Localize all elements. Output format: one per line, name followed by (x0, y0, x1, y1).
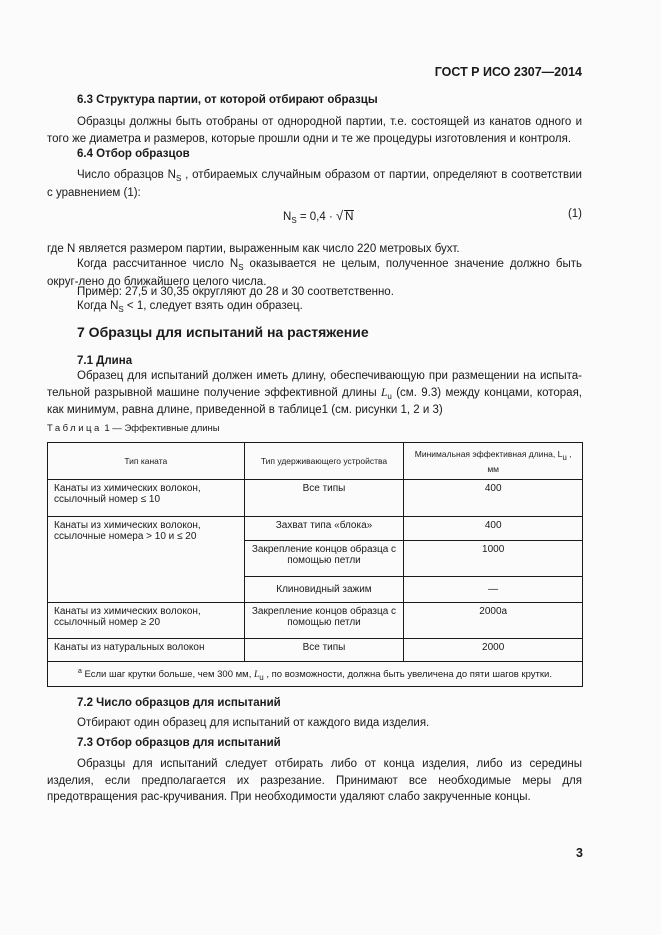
table-row: Канаты из химических волокон, ссылочные номера > 10 и ≤ 20 Захват типа «блока» 400 (48, 517, 583, 541)
equation-1: $N_S = 0,4$ · √ N (283, 208, 354, 225)
table-1-caption: Таблица 1 — Эффективные длины (47, 423, 220, 434)
section-6-4-rounding: Когда рассчитанное число $N_S$ оказывается не целым, полученное значение должно быть округ-лено до ближайшего целого числа. (47, 258, 582, 288)
equation-number: (1) (567, 208, 582, 220)
section-6-3-title: 6.3 Структура партии, от которой отбирают образцы (77, 94, 378, 106)
section-7-3-title: 7.3 Отбор образцов для испытаний (77, 737, 281, 749)
table-footnote: $^a$ Если шаг крутки больше, чем 300 мм, $L_u$ , по возможности, должна быть увеличена до пяти шагов крутки. (48, 662, 583, 687)
section-6-4-less-than-one: Когда $N_S < 1$, следует взять один образец. (77, 300, 303, 314)
sqrt-symbol: √ (335, 208, 344, 223)
table-header-row (48, 443, 583, 480)
table-row: Канаты из химических волокон, ссылочный номер ≤ 10 Все типы 400 (48, 480, 583, 517)
section-7-1-text: Образец для испытаний должен иметь длину, обеспечивающую при размещении на испыта-тельной разрывной машине получение эффективной длины $L_u$ (см. 9.3) между концами, которая, как минимум, равна длине, приведенной в таблице1 (см. рисунки 1, 2 и 3) (47, 370, 583, 416)
section-7-2-text: Отбирают один образец для испытаний от каждого вида изделия. (77, 717, 430, 729)
section-6-3-text: Образцы должны быть отобраны от однородной партии, т.е. состоящей из канатов одного и того же диаметра и размеров, которые прошли одни и те же процедуры изготовления и контроля. (47, 116, 582, 145)
document-standard-header: ГОСТ Р ИСО 2307—2014 (434, 65, 582, 79)
header-device-type: Тип удерживающего устройства (244, 443, 404, 480)
section-6-4-title: 6.4 Отбор образцов (77, 148, 190, 160)
table-row: Канаты из натуральных волокон Все типы 2000 (48, 639, 583, 662)
section-7-3-text: Образцы для испытаний следует отбирать либо от конца изделия, либо из середины изделия, если предполагается их разрезание. Принимают все необходимые меры для предотвращения рас-кручивания. При необходимости удаляют слабо закрученные концы. (47, 758, 582, 803)
section-6-4-intro: Число образцов $N_S$ , отбираемых случайным образом от партии, определяют в соответствии с уравнением (1): (47, 169, 582, 199)
page-number: 3 (576, 846, 583, 860)
table-footnote-row (48, 662, 583, 687)
section-7-2-title: 7.2 Число образцов для испытаний (77, 697, 281, 709)
section-7-title: 7 Образцы для испытаний на растяжение (77, 324, 369, 340)
effective-lengths-table (47, 442, 583, 687)
table-row: Закрепление концов образца с помощью петли 1000 (48, 541, 583, 577)
table-row: Канаты из химических волокон, ссылочный номер ≥ 20 Закрепление концов образца с помощью петли 2000a (48, 603, 583, 639)
section-6-4-example: Пример: 27,5 и 30,35 округляют до 28 и 30 соответственно. (77, 286, 394, 298)
header-min-length: Минимальная эффективная длина, Lu , мм (404, 443, 583, 480)
section-7-1-title: 7.1 Длина (77, 355, 133, 367)
header-rope-type: Тип каната (48, 443, 245, 480)
table-row: Клиновидный зажим — (48, 577, 583, 603)
section-6-4-where: где N является размером партии, выраженным как число 220 метровых бухт. (47, 243, 460, 255)
